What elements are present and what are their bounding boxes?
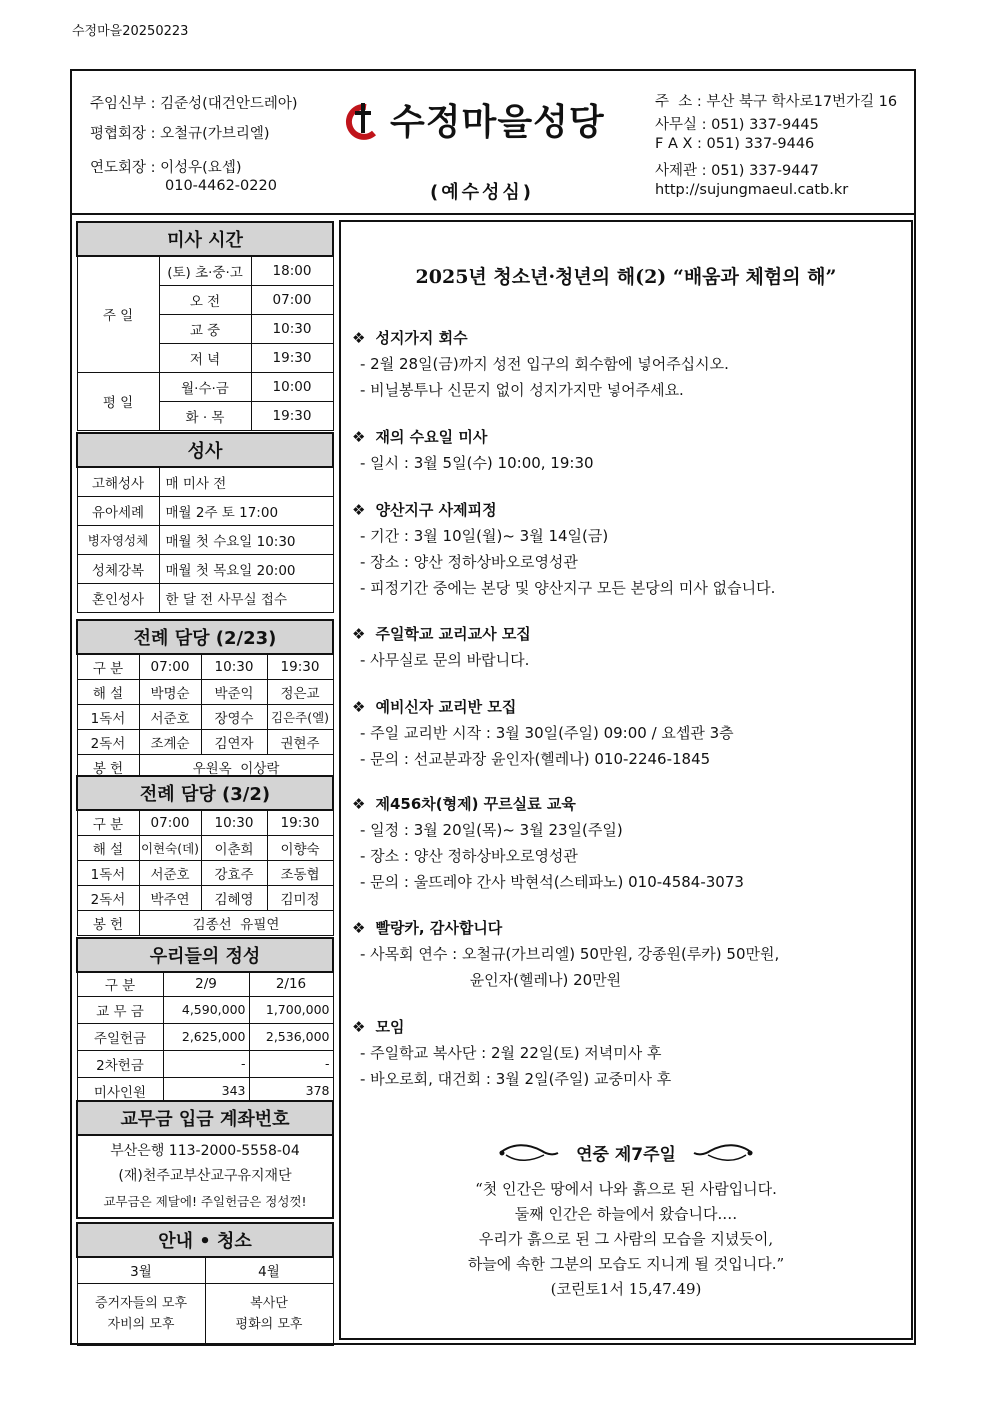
- sacrament-name: 유아세례: [77, 496, 159, 525]
- role: 1독서: [77, 860, 139, 885]
- sacrament-name: 성체강복: [77, 554, 159, 583]
- col-header: 10:30: [201, 654, 267, 679]
- header-divider: [70, 213, 916, 215]
- parish-name: 수정마을성당: [390, 102, 605, 143]
- minister: 김연자: [201, 729, 267, 754]
- sunday-label: 주 일: [77, 256, 159, 372]
- notice-section: [352, 696, 734, 774]
- role: 봉 헌: [77, 910, 139, 935]
- liturgy-table-0223: [76, 619, 334, 780]
- minister: 서준호: [139, 704, 201, 729]
- account-info: [77, 1135, 333, 1218]
- col-header: 19:30: [267, 654, 333, 679]
- sacrament-name: 병자영성체: [77, 525, 159, 554]
- offering-label: 2차헌금: [77, 1050, 163, 1077]
- bullet-icon: ❖: [352, 795, 366, 813]
- role: 2독서: [77, 729, 139, 754]
- cleaning-title: 안내 • 청소: [77, 1223, 333, 1257]
- fax-number: F A X : 051) 337-9446: [655, 136, 815, 152]
- notice-item: - 장소 : 양산 정하상바오로영성관: [360, 553, 578, 571]
- sacrament-schedule: 매월 첫 목요일 20:00: [159, 554, 333, 583]
- offering-amount: 378: [249, 1077, 333, 1104]
- address: 주 소 : 부산 북구 학사로17번가길 16: [655, 94, 898, 110]
- notice-item: - 기간 : 3월 10일(월)~ 3월 14일(금): [360, 527, 609, 545]
- notice-title: 양산지구 사제피정: [375, 501, 497, 519]
- quote-citation: (코린토1서 15,47.49): [550, 1280, 702, 1298]
- mass-name: (토) 초·중·고: [159, 256, 251, 285]
- notice-title: 주일학교 교리교사 모집: [375, 625, 531, 643]
- minister: 권현주: [267, 729, 333, 754]
- sacrament-schedule: 한 달 전 사무실 접수: [159, 583, 333, 612]
- notice-item: - 비닐봉투나 신문지 없이 성지가지만 넣어주세요.: [360, 381, 684, 399]
- offering-label: 교 무 금: [77, 996, 163, 1023]
- weekday-label: 평 일: [77, 372, 159, 430]
- mass-name: 화 · 목: [159, 401, 251, 430]
- offering-table: [76, 937, 334, 1105]
- quote-line: 둘째 인간은 하늘에서 왔습니다.…: [514, 1205, 738, 1223]
- mass-time: 19:30: [251, 343, 333, 372]
- col-header: 07:00: [139, 810, 201, 835]
- minister: 조계순: [139, 729, 201, 754]
- bullet-icon: ❖: [352, 329, 366, 347]
- youth-president: 연도회장 : 이성우(요셉): [90, 160, 242, 176]
- sacrament-schedule: 매월 첫 수요일 10:30: [159, 525, 333, 554]
- month-label: 3월: [77, 1257, 205, 1283]
- account-holder: (재)천주교부산교구유지재단: [118, 1168, 292, 1184]
- minister: 서준호: [139, 860, 201, 885]
- notice-item: - 일시 : 3월 5일(수) 10:00, 19:30: [360, 454, 594, 472]
- document-id: 수정마을20250223: [72, 24, 189, 39]
- offering-amount: 2,625,000: [163, 1023, 249, 1050]
- offering-title: 우리들의 정성: [77, 938, 333, 972]
- mass-time: 19:30: [251, 401, 333, 430]
- minister: 이향숙: [267, 835, 333, 860]
- col-header: 10:30: [201, 810, 267, 835]
- notice-item: - 주일학교 복사단 : 2월 22일(토) 저녁미사 후: [360, 1044, 662, 1062]
- mass-time: 10:00: [251, 372, 333, 401]
- offertory-ministers: 우원옥 이상락: [139, 754, 333, 779]
- bullet-icon: ❖: [352, 1018, 366, 1036]
- quote-line: 우리가 흙으로 된 그 사람의 모습을 지녔듯이,: [478, 1230, 774, 1248]
- sunday-title: 연중 제7주일: [576, 1145, 676, 1165]
- role: 해 설: [77, 679, 139, 704]
- liturgy-table-0302: [76, 775, 334, 936]
- offering-note: 교무금은 제달에! 주일헌금은 정성껏!: [103, 1194, 307, 1209]
- offertory-ministers: 김종선 유필연: [139, 910, 333, 935]
- offering-label: 미사인원: [77, 1077, 163, 1104]
- minister: 이현숙(데): [139, 835, 201, 860]
- notice-section: [352, 793, 744, 897]
- scripture-quote: [339, 1177, 913, 1302]
- ornament-right-icon: [692, 1141, 754, 1165]
- col-header: 구 분: [77, 810, 139, 835]
- mass-name: 교 중: [159, 314, 251, 343]
- minister: 김미정: [267, 885, 333, 910]
- role: 해 설: [77, 835, 139, 860]
- bullet-icon: ❖: [352, 919, 366, 937]
- minister: 정은교: [267, 679, 333, 704]
- offering-amount: 1,700,000: [249, 996, 333, 1023]
- notice-item: - 일정 : 3월 20일(목)~ 3월 23일(주일): [360, 821, 623, 839]
- offering-amount: 4,590,000: [163, 996, 249, 1023]
- minister: 강효주: [201, 860, 267, 885]
- cleaning-table: [76, 1222, 334, 1346]
- cleaning-group: 복사단: [250, 1296, 288, 1311]
- col-header: 2/9: [163, 972, 249, 996]
- offering-label: 주일헌금: [77, 1023, 163, 1050]
- notice-item: - 2월 28일(금)까지 성전 입구의 회수함에 넣어주십시오.: [360, 355, 729, 373]
- account-table: [76, 1100, 334, 1219]
- bank-account: 부산은행 113-2000-5558-04: [110, 1143, 300, 1159]
- bullet-icon: ❖: [352, 698, 366, 716]
- notice-item: - 피정기간 중에는 본당 및 양산지구 모든 본당의 미사 없습니다.: [360, 579, 776, 597]
- minister: 박준익: [201, 679, 267, 704]
- cleaning-groups-april: [205, 1283, 333, 1345]
- notice-item: - 주일 교리반 시작 : 3월 30일(주일) 09:00 / 요셉관 3층: [360, 724, 734, 742]
- mass-name: 월·수·금: [159, 372, 251, 401]
- sacrament-name: 고해성사: [77, 467, 159, 496]
- council-president: 평협회장 : 오철규(가브리엘): [90, 126, 270, 142]
- pastor-name: 주임신부 : 김준성(대건안드레아): [90, 96, 298, 112]
- notice-item: - 장소 : 양산 정하상바오로영성관: [360, 847, 578, 865]
- bullet-icon: ❖: [352, 625, 366, 643]
- notice-section: [352, 917, 779, 995]
- notice-title: 빨랑카, 감사합니다: [375, 919, 503, 937]
- offering-amount: -: [163, 1050, 249, 1077]
- sacrament-name: 혼인성사: [77, 583, 159, 612]
- notice-title: 모임: [375, 1018, 405, 1036]
- quote-line: 하늘에 속한 그분의 모습도 지니게 될 것입니다.”: [467, 1255, 785, 1273]
- col-header: 구 분: [77, 654, 139, 679]
- parish-logo-icon: [344, 101, 382, 141]
- notice-title: 제456차(형제) 꾸르실료 교육: [375, 795, 576, 813]
- notice-item: - 문의 : 선교분과장 윤인자(헬레나) 010-2246-1845: [360, 750, 711, 768]
- month-label: 4월: [205, 1257, 333, 1283]
- role: 봉 헌: [77, 754, 139, 779]
- role: 1독서: [77, 704, 139, 729]
- sacrament-schedule: 매 미사 전: [159, 467, 333, 496]
- notice-title: 재의 수요일 미사: [375, 428, 488, 446]
- cleaning-group: 증거자들의 모후: [94, 1296, 188, 1311]
- minister: 김혜영: [201, 885, 267, 910]
- bullet-icon: ❖: [352, 428, 366, 446]
- sacraments-title: 성사: [77, 433, 333, 467]
- mass-times-title: 미사 시간: [77, 222, 333, 256]
- notice-item: - 사목회 연수 : 오철규(가브리엘) 50만원, 강종원(루카) 50만원,: [360, 945, 780, 963]
- headline: 2025년 청소년·청년의 해(2) “배움과 체험의 해”: [415, 266, 837, 288]
- cleaning-group: 평화의 모후: [235, 1317, 303, 1332]
- mass-time: 07:00: [251, 285, 333, 314]
- notice-section: [352, 1016, 671, 1094]
- notice-item: - 바오로회, 대건회 : 3월 2일(주일) 교중미사 후: [360, 1070, 672, 1088]
- mass-times-table: [76, 221, 334, 431]
- sacrament-schedule: 매월 2주 토 17:00: [159, 496, 333, 525]
- offering-amount: -: [249, 1050, 333, 1077]
- offering-amount: 2,536,000: [249, 1023, 333, 1050]
- col-header: 07:00: [139, 654, 201, 679]
- notice-item: - 사무실로 문의 바랍니다.: [360, 651, 530, 669]
- minister: 조동협: [267, 860, 333, 885]
- parish-motto: (예수성심): [430, 182, 535, 203]
- liturgy-title: 전례 담당 (2/23): [77, 620, 333, 654]
- col-header: 2/16: [249, 972, 333, 996]
- col-header: 19:30: [267, 810, 333, 835]
- website-link[interactable]: http://sujungmaeul.catb.kr: [655, 182, 849, 198]
- bullet-icon: ❖: [352, 501, 366, 519]
- cleaning-groups-march: [77, 1283, 205, 1345]
- notice-section: [352, 426, 594, 478]
- account-title: 교무금 입금 계좌번호: [77, 1101, 333, 1135]
- notice-section: [352, 327, 729, 405]
- notice-section: [352, 623, 531, 675]
- youth-phone: 010-4462-0220: [165, 178, 277, 194]
- offering-amount: 343: [163, 1077, 249, 1104]
- rectory-phone: 사제관 : 051) 337-9447: [655, 163, 819, 179]
- notice-item: 윤인자(헬레나) 20만원: [360, 971, 622, 989]
- mass-time: 10:30: [251, 314, 333, 343]
- minister: 박명순: [139, 679, 201, 704]
- cleaning-group: 자비의 모후: [107, 1317, 175, 1332]
- notice-title: 예비신자 교리반 모집: [375, 698, 517, 716]
- sacraments-table: [76, 432, 334, 613]
- notice-title: 성지가지 회수: [375, 329, 468, 347]
- notice-section: [352, 499, 775, 603]
- mass-name: 오 전: [159, 285, 251, 314]
- role: 2독서: [77, 885, 139, 910]
- col-header: 구 분: [77, 972, 163, 996]
- liturgy-title: 전례 담당 (3/2): [77, 776, 333, 810]
- mass-time: 18:00: [251, 256, 333, 285]
- office-phone: 사무실 : 051) 337-9445: [655, 117, 819, 133]
- minister: 이춘희: [201, 835, 267, 860]
- notice-item: - 문의 : 울뜨레야 간사 박현석(스테파노) 010-4584-3073: [360, 873, 744, 891]
- minister: 박주연: [139, 885, 201, 910]
- quote-line: “첫 인간은 땅에서 나와 흙으로 된 사람입니다.: [475, 1180, 777, 1198]
- mass-name: 저 녁: [159, 343, 251, 372]
- minister: 장영수: [201, 704, 267, 729]
- minister: 김은주(엘): [267, 704, 333, 729]
